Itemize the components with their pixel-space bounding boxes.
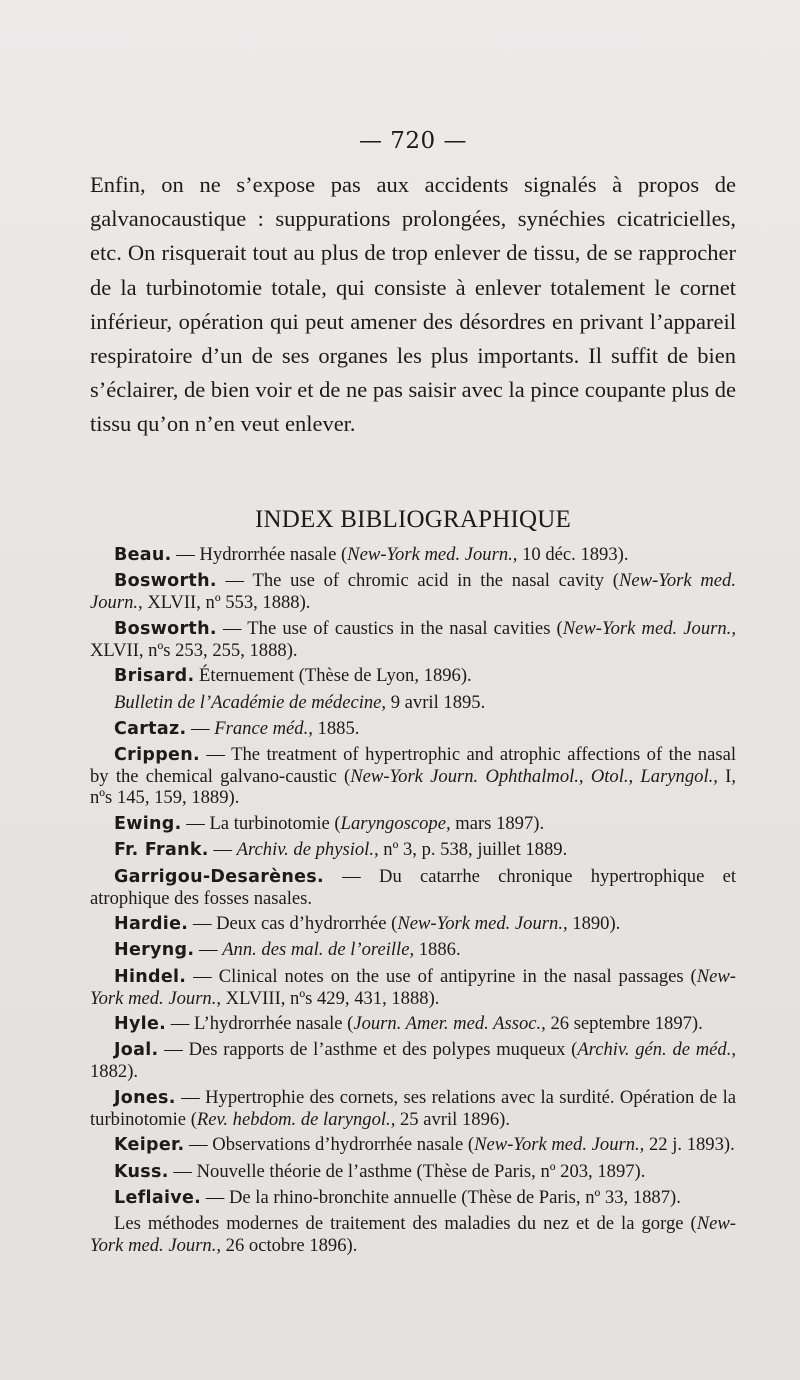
- bib-journal: Rev. hebdom. de laryngol.,: [196, 1108, 396, 1130]
- bib-text: — Nouvelle théorie de l’asthme (Thèse de Paris, nº 203, 1897).: [168, 1160, 646, 1182]
- bib-entry: [90, 1213, 736, 1256]
- bib-entry: [90, 913, 736, 935]
- bib-entry: [90, 544, 736, 566]
- bib-text-end: XLVIII, nºs 429, 431, 1888).: [221, 987, 440, 1009]
- bib-author: Ewing.: [114, 813, 182, 834]
- bib-text-end: XLVII, nºs 253, 255, 1888).: [90, 639, 298, 661]
- bib-author: Heryng.: [114, 940, 195, 961]
- bibliography-list: [90, 544, 736, 1261]
- bib-author: Hyle.: [114, 1014, 167, 1035]
- bib-text-end: 1890).: [567, 912, 621, 934]
- bib-entry: [90, 866, 736, 909]
- bib-journal: Archiv. de physiol.,: [236, 839, 379, 861]
- bib-text-end: 26 septembre 1897).: [545, 1013, 703, 1035]
- bib-text: — Deux cas d’hydrorrhée (: [188, 912, 398, 934]
- bib-author: Bosworth.: [114, 571, 217, 592]
- bib-text: —: [194, 939, 223, 961]
- bib-text-end: I, nºs 145, 159, 1889).: [90, 766, 736, 809]
- bib-text-end: mars 1897).: [450, 812, 545, 834]
- bib-text-end: 9 avril 1895.: [386, 691, 486, 713]
- bib-text-end: 1886.: [414, 939, 461, 961]
- bib-text-end: 22 j. 1893).: [644, 1134, 735, 1156]
- bib-journal: New-York med. Journ.,: [347, 544, 518, 565]
- bib-text: — Hypertrophie des cornets, ses relations avec la surdité. Opération de la turbinotomie (: [90, 1086, 736, 1130]
- bib-text: — The use of caustics in the nasal cavities (: [216, 617, 563, 639]
- bib-entry: [90, 966, 736, 1009]
- bib-text: — The treatment of hypertrophic and atrophic affections of the nasal by the chemical galvano-caustic (: [90, 744, 736, 788]
- bib-text-end: 25 avril 1896).: [395, 1108, 510, 1130]
- bib-entry: [90, 813, 736, 835]
- bib-entry: [90, 665, 736, 687]
- bib-text: —: [186, 717, 215, 739]
- bib-text: —: [208, 839, 237, 861]
- bib-entry: [90, 692, 736, 714]
- bib-author: Hardie.: [114, 913, 189, 934]
- bib-text: — The use of chromic acid in the nasal cavity (: [216, 570, 619, 592]
- bib-text-end: 1885.: [312, 717, 360, 739]
- bib-journal: New-York med. Journ.,: [90, 965, 736, 1009]
- bib-entry: [90, 1039, 736, 1082]
- index-title: INDEX BIBLIOGRAPHIQUE: [255, 506, 571, 533]
- bib-text-end: nº 3, p. 538, juillet 1889.: [378, 839, 568, 861]
- bib-journal: New-York med. Journ.,: [90, 1213, 736, 1257]
- bib-text: — L’hydrorrhée nasale (: [166, 1013, 354, 1035]
- bib-author: Brisard.: [114, 666, 195, 687]
- bib-author: Jones.: [114, 1087, 176, 1108]
- bib-entry: [90, 744, 736, 808]
- bib-text: — Du catarrhe chronique hypertrophique et atrophique des fosses nasales.: [90, 865, 736, 909]
- bib-entry: [90, 1087, 736, 1130]
- bib-text: — De la rhino-bronchite annuelle (Thèse de Paris, nº 33, 1887).: [201, 1187, 681, 1209]
- bib-author: Joal.: [114, 1040, 159, 1061]
- bib-entry: [90, 939, 736, 961]
- bib-journal: New-York med. Journ.,: [90, 570, 736, 614]
- body-paragraph: Enfin, on ne s’expose pas aux accidents signalés à propos de galvanocaustique : suppurations prolongées, synéchies cicatricielles, etc. On risquerait tout au plus de trop enlever de tissu, de se rapprocher de la turbinotomie totale, qui consiste à enlever totalement le cornet inférieur, opération qui peut amener des désordres en privant l’appareil respiratoire d’un de ses organes les plus importants. Il suffit de bien s’éclairer, de bien voir et de ne pas saisir avec la pince coupante plus de tissu qu’on n’en veut enlever.: [90, 172, 736, 437]
- page-number: — 720 —: [358, 128, 468, 154]
- bib-author: Garrigou-Desarènes.: [114, 866, 324, 887]
- bib-author: Bosworth.: [114, 618, 217, 639]
- bib-entry: [90, 1013, 736, 1035]
- bib-entry: [90, 1161, 736, 1183]
- bib-text: — Observations d’hydrorrhée nasale (: [184, 1134, 475, 1156]
- bib-text: — La turbinotomie (: [181, 812, 341, 834]
- bib-journal: New-York med. Journ.,: [397, 912, 568, 934]
- bib-text-end: XLVII, nº 553, 1888).: [142, 592, 311, 614]
- bib-entry: [90, 618, 736, 661]
- bib-text-end: 10 déc. 1893).: [517, 544, 629, 565]
- bib-text: — Des rapports de l’asthme et des polypes muqueux (: [158, 1039, 578, 1061]
- bib-text-end: 1882).: [90, 1061, 139, 1083]
- bib-text: — Hydrorrhée nasale (: [171, 544, 348, 565]
- bib-journal: Journ. Amer. med. Assoc.,: [353, 1013, 546, 1035]
- bib-text-end: 26 octobre 1896).: [221, 1235, 358, 1257]
- bib-journal: France méd.,: [214, 717, 313, 739]
- bib-author: Keiper.: [114, 1135, 185, 1156]
- bib-journal: Bulletin de l’Académie de médecine,: [114, 691, 387, 713]
- bib-journal: Archiv. gén. de méd.,: [577, 1039, 736, 1061]
- bib-journal: New-York med. Journ.,: [562, 617, 736, 639]
- bib-author: Kuss.: [114, 1161, 169, 1182]
- bib-entry: [90, 1187, 736, 1209]
- bib-author: Crippen.: [114, 745, 200, 766]
- bib-author: Fr. Frank.: [114, 840, 209, 861]
- bib-journal: New-York Journ. Ophthalmol., Otol., Laryngol.,: [350, 766, 718, 788]
- bib-entry: [90, 570, 736, 613]
- bib-text: Éternuement (Thèse de Lyon, 1896).: [194, 665, 472, 687]
- bib-text: Les méthodes modernes de traitement des maladies du nez et de la gorge (: [114, 1213, 697, 1235]
- bib-entry: [90, 839, 736, 861]
- bib-entry: [90, 718, 736, 740]
- bib-entry: [90, 1134, 736, 1156]
- bib-author: Hindel.: [114, 966, 187, 987]
- bib-text: — Clinical notes on the use of antipyrine in the nasal passages (: [186, 965, 697, 987]
- bib-journal: Ann. des mal. de l’oreille,: [222, 939, 415, 961]
- bib-author: Leflaive.: [114, 1188, 202, 1209]
- bib-author: Beau.: [114, 545, 172, 565]
- bib-journal: New-York med. Journ.,: [474, 1134, 645, 1156]
- bib-journal: Laryngoscope,: [340, 812, 451, 834]
- bib-author: Cartaz.: [114, 718, 187, 739]
